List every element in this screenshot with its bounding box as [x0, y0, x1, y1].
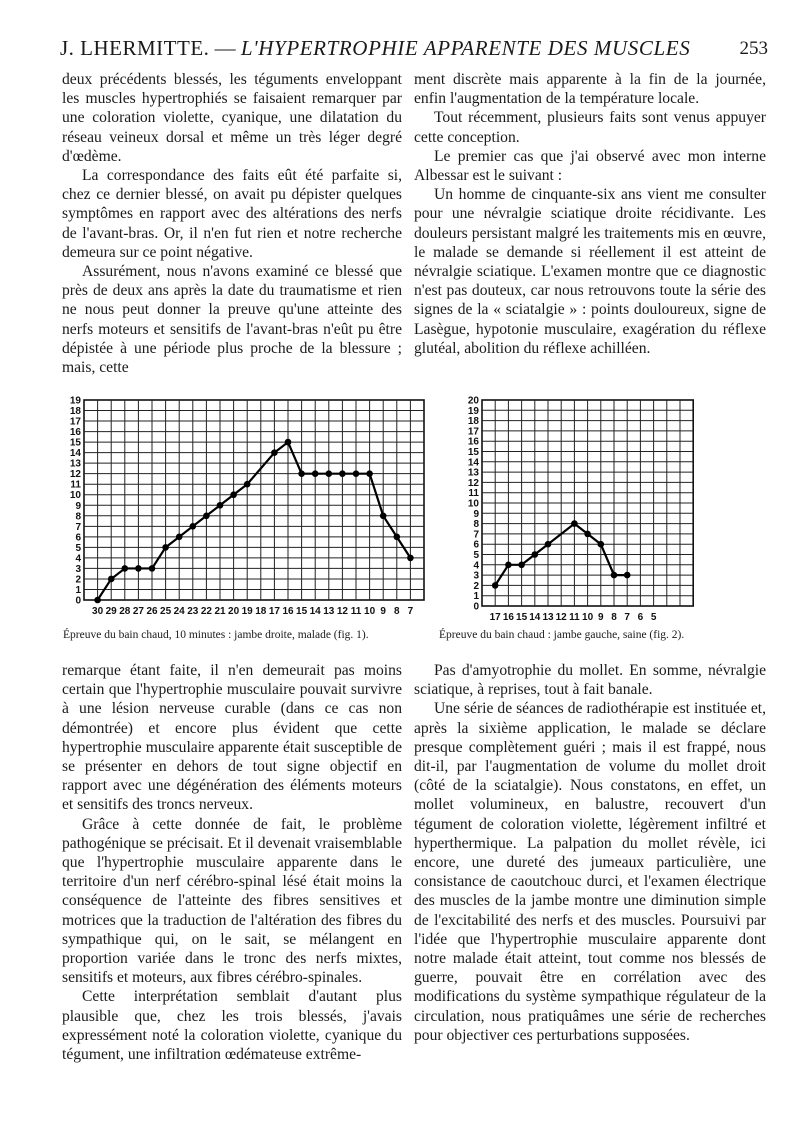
- x-tick-label: 6: [637, 612, 644, 620]
- paragraph: remarque étant faite, il n'en demeurait pas moins certain que l'hypertrophie musculaire pouvait survivre à une lésion nerveuse curable (dans ce cas non démontrée) et encore plus évident que cette hypertrophie musculaire apparente était susceptible de se présenter en dehors de tout signe objectif en rapport avec une dégénération des éléments moteurs et sensitifs des troncs nerveux.: [62, 662, 402, 814]
- y-tick-label: 2: [473, 580, 479, 592]
- y-tick-label: 6: [75, 532, 81, 544]
- y-tick-label: 13: [69, 458, 81, 470]
- data-point: [598, 541, 605, 548]
- data-point: [571, 520, 578, 527]
- x-tick-label: 27: [132, 606, 144, 617]
- data-point: [380, 512, 387, 519]
- x-tick-label: 20: [228, 606, 240, 617]
- paragraph: La correspondance des faits eût été parfaite si, chez ce dernier blessé, on avait pu dépister quelques symptômes en rapport avec des altérations des nerfs de l'avant-bras. Or, il n'en fut rien et notre recherche demeura sur ce point négative.: [62, 167, 402, 261]
- y-tick-label: 12: [69, 469, 81, 481]
- x-tick-label: 8: [394, 606, 400, 617]
- x-tick-label: 7: [624, 612, 630, 620]
- x-tick-label: 16: [282, 606, 294, 617]
- x-tick-label: 25: [160, 606, 172, 617]
- x-tick-label: 8: [611, 612, 617, 620]
- data-point: [518, 562, 525, 569]
- x-tick-label: 10: [582, 612, 594, 620]
- y-tick-label: 3: [473, 570, 479, 582]
- y-tick-label: 11: [70, 479, 81, 491]
- x-tick-label: 12: [555, 612, 567, 620]
- x-tick-label: 16: [502, 612, 514, 620]
- x-tick-label: 19: [241, 606, 253, 617]
- data-point: [230, 491, 237, 498]
- data-point: [505, 562, 512, 569]
- figure-1-caption: Épreuve du bain chaud, 10 minutes : jambe droite, malade (fig. 1).: [63, 629, 369, 641]
- y-tick-label: 13: [467, 467, 479, 479]
- data-point: [326, 470, 333, 477]
- x-tick-label: 15: [296, 606, 308, 617]
- data-point: [176, 534, 183, 541]
- x-tick-label: 9: [598, 612, 604, 620]
- data-point: [190, 523, 197, 530]
- x-tick-label: 17: [489, 612, 501, 620]
- data-point: [271, 449, 278, 456]
- plot-frame: [84, 400, 424, 600]
- y-tick-label: 12: [467, 477, 479, 489]
- x-tick-label: 13: [542, 612, 554, 620]
- y-tick-label: 15: [467, 447, 479, 458]
- paragraph: Grâce à cette donnée de fait, le problème pathogénique se précisait. Et il devenait vraisemblable que l'hypertrophie musculaire apparente dans le territoire d'un nerf cérébro-spinal lésé était moins la conséquence de l'atteinte des fibres sensitives et motrices que la traduction de l'altération des fibres du sympathique qui, on le sait, se mélangent en proportion variée dans le tronc des nerfs mixtes, sensitifs et moteurs, aux fibres cérébro-spinales.: [62, 815, 402, 987]
- paragraph: ment discrète mais apparente à la fin de la journée, enfin l'augmentation de la température locale.: [414, 71, 766, 108]
- data-point: [298, 470, 305, 477]
- x-tick-label: 5: [650, 612, 657, 620]
- y-tick-label: 1: [75, 584, 81, 596]
- y-tick-label: 18: [467, 416, 479, 428]
- y-tick-label: 11: [468, 488, 479, 500]
- data-point: [135, 565, 142, 572]
- data-point: [217, 502, 224, 509]
- y-tick-label: 19: [69, 395, 81, 407]
- y-tick-label: 8: [473, 519, 479, 531]
- y-tick-label: 14: [69, 448, 81, 460]
- y-tick-label: 9: [473, 508, 479, 520]
- data-point: [611, 572, 618, 579]
- text-column-bottom-right: [414, 661, 766, 1045]
- y-tick-label: 5: [75, 542, 81, 554]
- y-tick-label: 19: [467, 405, 479, 417]
- x-tick-label: 13: [323, 606, 335, 617]
- data-point: [584, 531, 591, 538]
- x-tick-label: 15: [516, 612, 528, 620]
- x-tick-label: 7: [407, 606, 414, 617]
- paragraph: Pas d'amyotrophie du mollet. En somme, névralgie sciatique, à reprises, tout à fait banale.: [414, 662, 766, 699]
- y-tick-label: 20: [467, 395, 479, 407]
- x-tick-label: 14: [529, 612, 541, 620]
- data-point: [122, 565, 129, 572]
- paragraph: Le premier cas que j'ai observé avec mon interne Albessar est le suivant :: [414, 147, 766, 185]
- y-tick-label: 16: [467, 436, 479, 448]
- figure-1-chart: [60, 392, 432, 620]
- x-tick-label: 11: [350, 606, 362, 617]
- data-point: [203, 512, 210, 519]
- text-column-top-right: [414, 70, 766, 358]
- paragraph: Une série de séances de radiothérapie est instituée et, après la sixième application, le malade se déclare presque complètement guéri ; mais il est frappé, nous dit-il, par l'augmentation de volume du mollet droit (côté de la sciatalgie). Nous constatons, en effet, un mollet volumineux, en balustre, recouvert d'un tégument de coloration violette, légèrement infiltré et hyperthermique. La palpation du mollet révèle, ici encore, une dureté des jumeaux particulière, une consistance de caoutchouc durci, et l'examen électrique des muscles de la jambe montre une diminution simple de l'excitabilité des nerfs et des muscles. Poursuivi par l'idée que l'hypertrophie musculaire apparente dont notre malade était atteint, tout comme nos blessés de guerre, pouvait être en corrélation avec des modifications du système sympathique régulateur de la circulation, nous pratiquâmes une série de recherches pour objectiver ces perturbations supposées.: [414, 700, 766, 1044]
- x-tick-label: 22: [200, 606, 212, 617]
- y-tick-label: 17: [69, 416, 81, 428]
- text-column-bottom-left: [62, 661, 402, 1064]
- header-author: J. LHERMITTE.: [60, 36, 210, 60]
- data-point: [366, 470, 373, 477]
- x-tick-label: 24: [173, 606, 185, 617]
- data-point: [312, 470, 319, 477]
- data-point: [285, 439, 292, 446]
- y-tick-label: 0: [473, 601, 479, 613]
- paragraph: Assurément, nous n'avons examiné ce blessé que près de deux ans après la date du traumatisme et rien ne nous peut donner la preuve qu'une atteinte des nerfs moteurs et sensitifs de l'avant-bras n'eût pu être dépistée à une période plus proche de la blessure ; mais, cette: [62, 263, 402, 377]
- x-tick-label: 18: [255, 606, 267, 617]
- x-tick-label: 23: [187, 606, 199, 617]
- paragraph: Cette interprétation semblait d'autant plus plausible que, chez les trois blessés, j'avais expressément noté la coloration violette, cyanique du tégument, une infiltration œdémateuse extrême-: [62, 988, 402, 1064]
- data-point: [162, 544, 169, 551]
- data-point: [532, 551, 539, 558]
- data-point: [545, 541, 552, 548]
- x-tick-label: 12: [336, 606, 348, 617]
- y-tick-label: 4: [75, 553, 81, 565]
- header-title: L'HYPERTROPHIE APPARENTE DES MUSCLES: [240, 36, 691, 60]
- data-point: [108, 576, 115, 583]
- y-tick-label: 14: [467, 457, 479, 469]
- data-point: [624, 572, 631, 579]
- y-tick-label: 3: [75, 563, 81, 575]
- x-tick-label: 14: [309, 606, 321, 617]
- x-tick-label: 17: [268, 606, 280, 617]
- paragraph: Tout récemment, plusieurs faits sont venus appuyer cette conception.: [414, 109, 766, 146]
- y-tick-label: 10: [69, 490, 81, 502]
- y-tick-label: 5: [473, 550, 479, 561]
- x-tick-label: 10: [364, 606, 376, 617]
- x-tick-label: 9: [380, 606, 386, 617]
- header-dash: —: [214, 36, 236, 60]
- x-tick-label: 29: [105, 606, 117, 617]
- figure-2-chart: [450, 392, 710, 620]
- y-tick-label: 9: [75, 500, 81, 512]
- y-tick-label: 16: [69, 427, 81, 439]
- text-column-top-left: [62, 70, 402, 377]
- x-tick-label: 30: [92, 606, 104, 617]
- figure-2-caption: Épreuve du bain chaud : jambe gauche, saine (fig. 2).: [439, 629, 685, 641]
- paragraph: deux précédents blessés, les téguments enveloppant les muscles hypertrophiés se faisaient remarquer par une coloration violette, cyanique, une dilatation du réseau veineux dorsal et même un très léger degré d'œdème.: [62, 71, 402, 165]
- y-tick-label: 15: [69, 437, 81, 449]
- y-tick-label: 7: [473, 529, 479, 541]
- y-tick-label: 8: [75, 511, 81, 523]
- data-point: [339, 470, 346, 477]
- page-number: 253: [739, 38, 768, 59]
- data-point: [244, 481, 251, 488]
- y-tick-label: 4: [473, 560, 479, 572]
- data-point: [492, 582, 499, 589]
- running-header: [60, 36, 768, 61]
- paragraph: Un homme de cinquante-six ans vient me consulter pour une névralgie sciatique droite récidivante. Les douleurs persistant malgré les traitements mis en œuvre, le malade se demande si réellement il est atteint de névralgie sciatique. L'examen montre que ce diagnostic n'est pas douteux, car nous retrouvons toute la série des signes de la « sciatalgie » : points douloureux, signe de Lasègue, hypotonie musculaire, exagération du réflexe glutéal, abolition du réflexe achilléen.: [414, 186, 766, 357]
- data-point: [394, 534, 401, 541]
- x-tick-label: 26: [146, 606, 158, 617]
- x-tick-label: 11: [569, 612, 580, 620]
- x-tick-label: 21: [214, 606, 226, 617]
- y-tick-label: 10: [467, 498, 479, 510]
- y-tick-label: 18: [69, 406, 81, 418]
- data-point: [149, 565, 156, 572]
- y-tick-label: 2: [75, 574, 81, 586]
- y-tick-label: 6: [473, 539, 479, 551]
- y-tick-label: 17: [467, 426, 479, 438]
- data-point: [94, 597, 101, 604]
- y-tick-label: 1: [473, 591, 479, 603]
- data-point: [353, 470, 360, 477]
- y-tick-label: 0: [75, 595, 81, 607]
- data-point: [407, 555, 414, 562]
- series-line: [98, 442, 411, 600]
- y-tick-label: 7: [75, 521, 81, 533]
- x-tick-label: 28: [119, 606, 131, 617]
